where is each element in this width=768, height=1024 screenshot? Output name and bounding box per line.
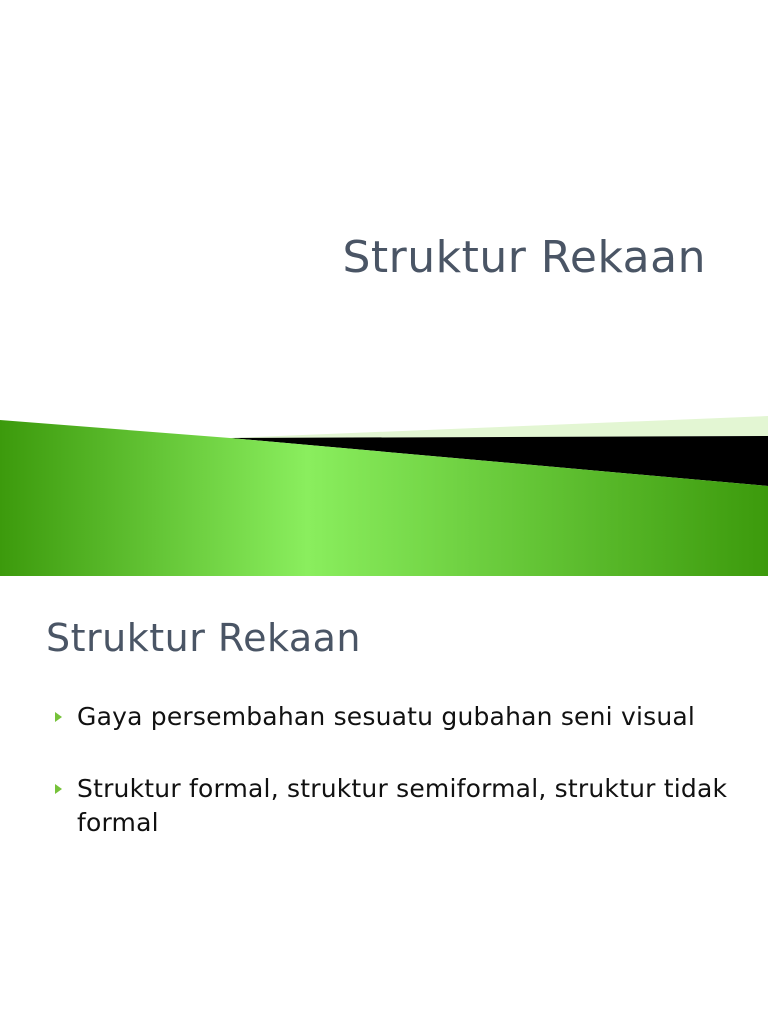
bullet-list [52,700,742,878]
green-triangle-bullet-icon [55,712,62,722]
pale-green-stripe [230,416,768,438]
green-triangle-bullet-icon [55,784,62,794]
bullet-text: Struktur formal, struktur semiformal, struktur tidak formal [77,774,728,837]
content-slide-heading: Struktur Rekaan [46,616,361,660]
title-slide-heading: Struktur Rekaan [342,232,706,283]
bullet-item [52,772,742,840]
bullet-item [52,700,742,734]
green-banner-graphic [0,412,768,576]
content-slide [0,576,768,1024]
bullet-text: Gaya persembahan sesuatu gubahan seni visual [77,702,696,731]
